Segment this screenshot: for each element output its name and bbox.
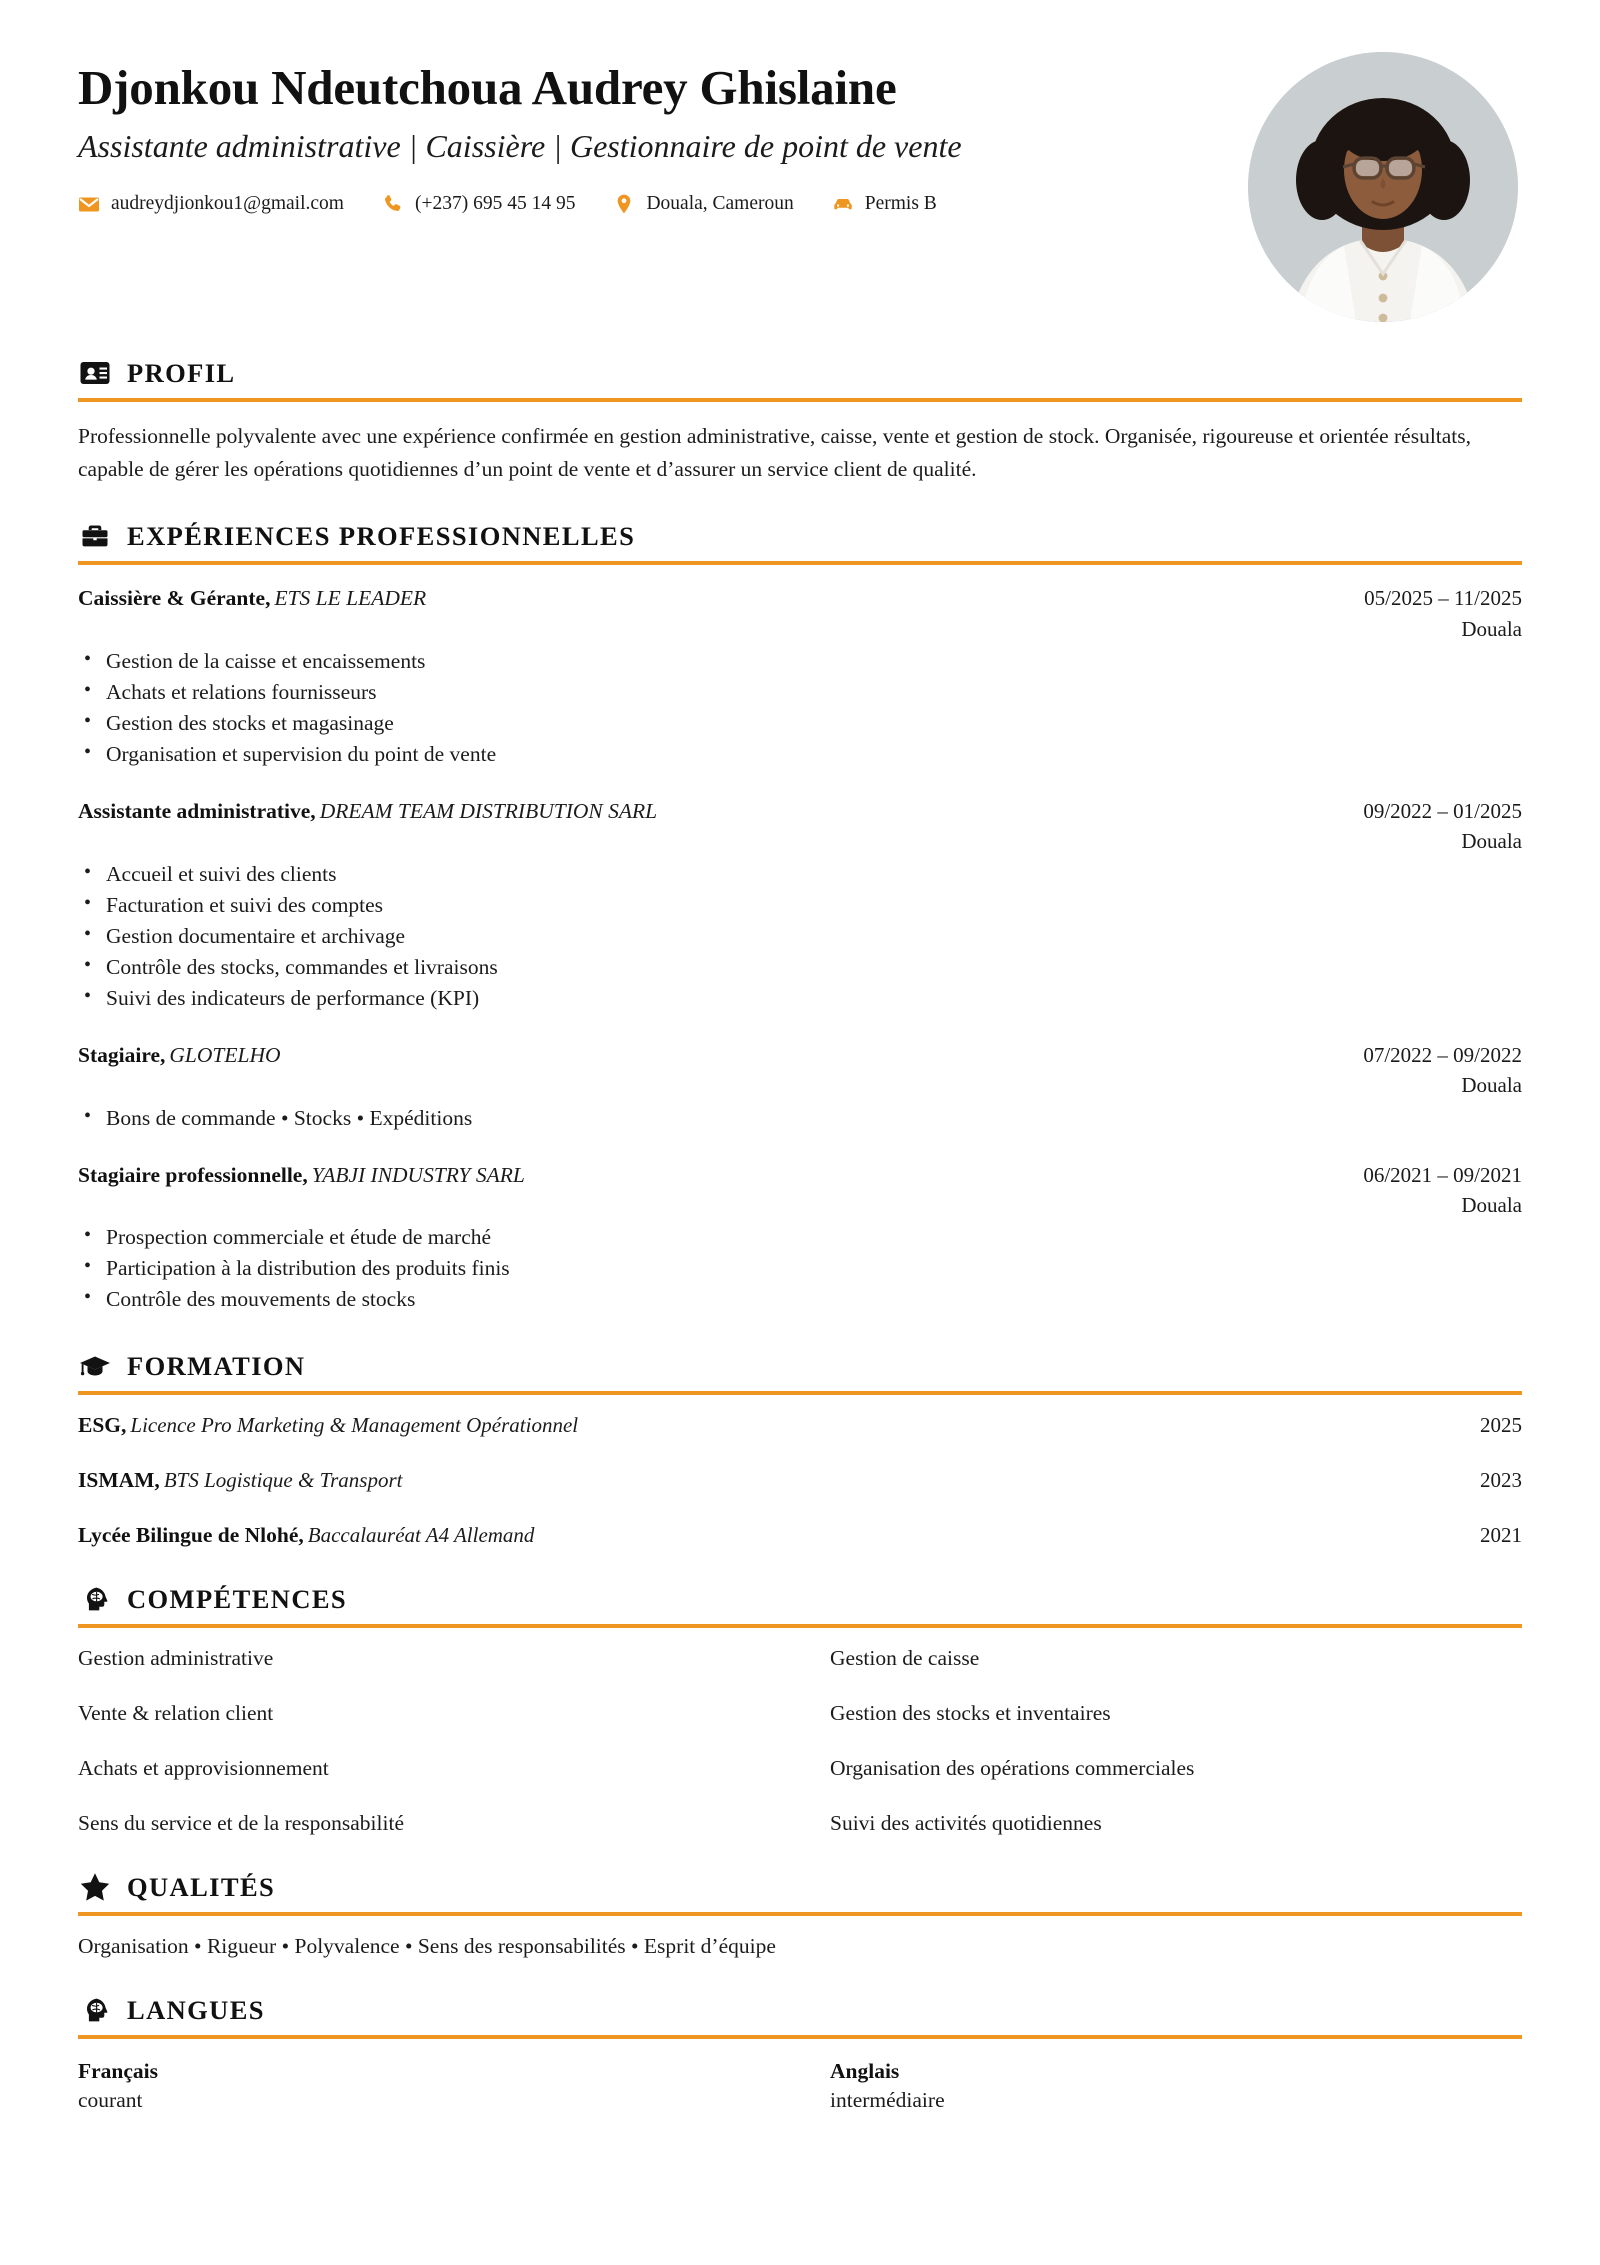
section-competences-header xyxy=(78,1582,1522,1624)
experience-list xyxy=(78,583,1522,1315)
list-item: • Gestion des stocks et magasinage xyxy=(78,708,1522,739)
experience-company: DREAM TEAM DISTRIBUTION SARL xyxy=(319,799,658,824)
education-degree: BTS Logistique & Transport xyxy=(163,1468,403,1493)
skills-grid xyxy=(78,1646,1522,1836)
experience-location: Douala xyxy=(1461,616,1522,641)
phone-icon xyxy=(382,193,404,215)
experience-item-header xyxy=(78,796,1522,857)
contact-phone-label: (+237) 695 45 14 95 xyxy=(414,193,576,215)
education-year: 2021 xyxy=(1480,1523,1522,1548)
section-langues-header xyxy=(78,1993,1522,2035)
education-degree: Baccalauréat A4 Allemand xyxy=(307,1523,535,1548)
section-divider xyxy=(78,2035,1522,2039)
section-profil-title: PROFIL xyxy=(127,357,236,388)
skill-item: Gestion des stocks et inventaires xyxy=(830,1701,1111,1726)
list-item: • Contrôle des stocks, commandes et livraisons xyxy=(78,952,1522,983)
language-level: courant xyxy=(78,2088,143,2113)
skill-item: Gestion de caisse xyxy=(830,1646,980,1671)
briefcase-icon xyxy=(78,519,112,553)
section-divider xyxy=(78,1624,1522,1628)
profile-summary: Professionnelle polyvalente avec une expérience confirmée en gestion administrative, caisse, vente et gestion de stock. Organisée, rigoureuse et orientée résultats, capable de gérer les opérations quotidiennes d’un point de vente et d’assurer un service client de qualité. xyxy=(78,424,1472,481)
section-langues-title: LANGUES xyxy=(127,1994,265,2025)
section-profil-header xyxy=(78,356,1522,398)
skill-item: Gestion administrative xyxy=(78,1646,274,1671)
language-name: Anglais xyxy=(830,2059,900,2084)
list-item: • Gestion documentaire et archivage xyxy=(78,921,1522,952)
skill-item: Suivi des activités quotidiennes xyxy=(830,1811,1102,1836)
experience-item xyxy=(78,796,1522,1014)
section-langues xyxy=(78,1993,1522,2115)
list-item: • Organisation et supervision du point de vente xyxy=(78,739,1522,770)
education-item xyxy=(78,1523,1522,1548)
education-year: 2023 xyxy=(1480,1468,1522,1493)
list-item: • Accueil et suivi des clients xyxy=(78,859,1522,890)
education-list xyxy=(78,1413,1522,1548)
experience-location: Douala xyxy=(1461,1073,1522,1098)
education-item xyxy=(78,1413,1522,1438)
list-item: • Contrôle des mouvements de stocks xyxy=(78,1284,1522,1315)
experience-dates: 09/2022 – 01/2025 xyxy=(1363,799,1522,824)
experience-bullets xyxy=(78,646,1522,770)
experience-role: Assistante administrative, xyxy=(78,799,316,824)
education-school: ESG, xyxy=(78,1413,127,1438)
language-name: Français xyxy=(78,2059,159,2084)
section-qualites xyxy=(78,1870,1522,1959)
list-item: • Prospection commerciale et étude de marché xyxy=(78,1222,1522,1253)
page-title: Djonkou Ndeutchoua Audrey Ghislaine xyxy=(78,60,897,115)
experience-meta xyxy=(1363,1040,1522,1101)
education-item xyxy=(78,1468,1522,1493)
experience-location: Douala xyxy=(1461,1192,1522,1217)
section-competences-title: COMPÉTENCES xyxy=(127,1583,348,1614)
experience-item xyxy=(78,1160,1522,1316)
experience-title-line xyxy=(78,799,657,824)
education-title-line xyxy=(78,1413,578,1438)
experience-meta xyxy=(1364,583,1522,644)
education-school: Lycée Bilingue de Nlohé, xyxy=(78,1523,304,1548)
experience-meta xyxy=(1363,1160,1522,1221)
education-degree: Licence Pro Marketing & Management Opérationnel xyxy=(130,1413,579,1438)
list-item: • Achats et relations fournisseurs xyxy=(78,677,1522,708)
list-item: • Bons de commande • Stocks • Expéditions xyxy=(78,1103,1522,1134)
list-item: • Participation à la distribution des produits finis xyxy=(78,1253,1522,1284)
qualities-text: Organisation • Rigueur • Polyvalence • Sens des responsabilités • Esprit d’équipe xyxy=(78,1934,776,1959)
contact-driving-licence xyxy=(832,193,937,215)
cv-header xyxy=(78,56,1522,322)
experience-item xyxy=(78,1040,1522,1134)
graduation-cap-icon xyxy=(78,1349,112,1383)
envelope-icon xyxy=(78,193,100,215)
education-school: ISMAM, xyxy=(78,1468,160,1493)
experience-item-header xyxy=(78,1040,1522,1101)
section-divider xyxy=(78,1391,1522,1395)
section-experiences xyxy=(78,519,1522,1315)
experience-company: GLOTELHO xyxy=(169,1042,281,1067)
language-item xyxy=(78,2057,770,2115)
section-divider xyxy=(78,1912,1522,1916)
skill-item: Organisation des opérations commerciales xyxy=(830,1756,1195,1781)
experience-title-line xyxy=(78,1163,525,1188)
education-title-line xyxy=(78,1468,402,1493)
skill-item: Achats et approvisionnement xyxy=(78,1756,329,1781)
contact-email[interactable] xyxy=(78,193,344,215)
education-year: 2025 xyxy=(1480,1413,1522,1438)
avatar xyxy=(1248,52,1518,322)
experience-bullets xyxy=(78,1222,1522,1315)
section-formation xyxy=(78,1349,1522,1548)
experience-title-line xyxy=(78,1043,281,1068)
star-icon xyxy=(78,1870,112,1904)
contact-location-label: Douala, Cameroun xyxy=(646,193,794,215)
experience-company: YABJI INDUSTRY SARL xyxy=(311,1162,525,1187)
experience-item-header xyxy=(78,1160,1522,1221)
contact-phone[interactable] xyxy=(382,193,576,215)
section-qualites-title: QUALITÉS xyxy=(127,1871,276,1902)
experience-meta xyxy=(1363,796,1522,857)
experience-role: Stagiaire, xyxy=(78,1042,166,1067)
experience-role: Stagiaire professionnelle, xyxy=(78,1162,308,1187)
experience-dates: 06/2021 – 09/2021 xyxy=(1363,1162,1522,1187)
list-item: • Suivi des indicateurs de performance (KPI) xyxy=(78,983,1522,1014)
section-competences xyxy=(78,1582,1522,1836)
section-experiences-title: EXPÉRIENCES PROFESSIONNELLES xyxy=(127,520,636,551)
contact-email-label: audreydjionkou1@gmail.com xyxy=(111,193,344,215)
car-icon xyxy=(832,193,854,215)
experience-company: ETS LE LEADER xyxy=(274,586,427,611)
section-experiences-header xyxy=(78,519,1522,561)
section-divider xyxy=(78,398,1522,402)
header-text-block xyxy=(78,56,1218,215)
contact-row xyxy=(78,193,1218,215)
experience-location: Douala xyxy=(1461,829,1522,854)
list-item: • Gestion de la caisse et encaissements xyxy=(78,646,1522,677)
language-level: intermédiaire xyxy=(830,2088,945,2113)
section-formation-header xyxy=(78,1349,1522,1391)
experience-dates: 07/2022 – 09/2022 xyxy=(1363,1042,1522,1067)
experience-bullets xyxy=(78,859,1522,1014)
experience-item xyxy=(78,583,1522,770)
contact-driving-licence-label: Permis B xyxy=(864,193,937,215)
skill-item: Sens du service et de la responsabilité xyxy=(78,1811,404,1836)
language-item xyxy=(830,2057,1522,2115)
education-title-line xyxy=(78,1523,534,1548)
section-divider xyxy=(78,561,1522,565)
experience-title-line xyxy=(78,586,426,611)
professional-headline: Assistante administrative | Caissière | Gestionnaire de point de vente xyxy=(78,127,962,164)
location-pin-icon xyxy=(613,193,635,215)
head-brain-icon xyxy=(78,1993,112,2027)
contact-location xyxy=(613,193,793,215)
id-card-icon xyxy=(78,356,112,390)
experience-dates: 05/2025 – 11/2025 xyxy=(1364,586,1522,611)
section-qualites-header xyxy=(78,1870,1522,1912)
experience-item-header xyxy=(78,583,1522,644)
languages-grid xyxy=(78,2057,1522,2115)
list-item: • Facturation et suivi des comptes xyxy=(78,890,1522,921)
section-profil xyxy=(78,356,1522,485)
experience-role: Caissière & Gérante, xyxy=(78,586,271,611)
head-brain-icon xyxy=(78,1582,112,1616)
section-formation-title: FORMATION xyxy=(127,1350,306,1381)
skill-item: Vente & relation client xyxy=(78,1701,274,1726)
experience-bullets xyxy=(78,1103,1522,1134)
